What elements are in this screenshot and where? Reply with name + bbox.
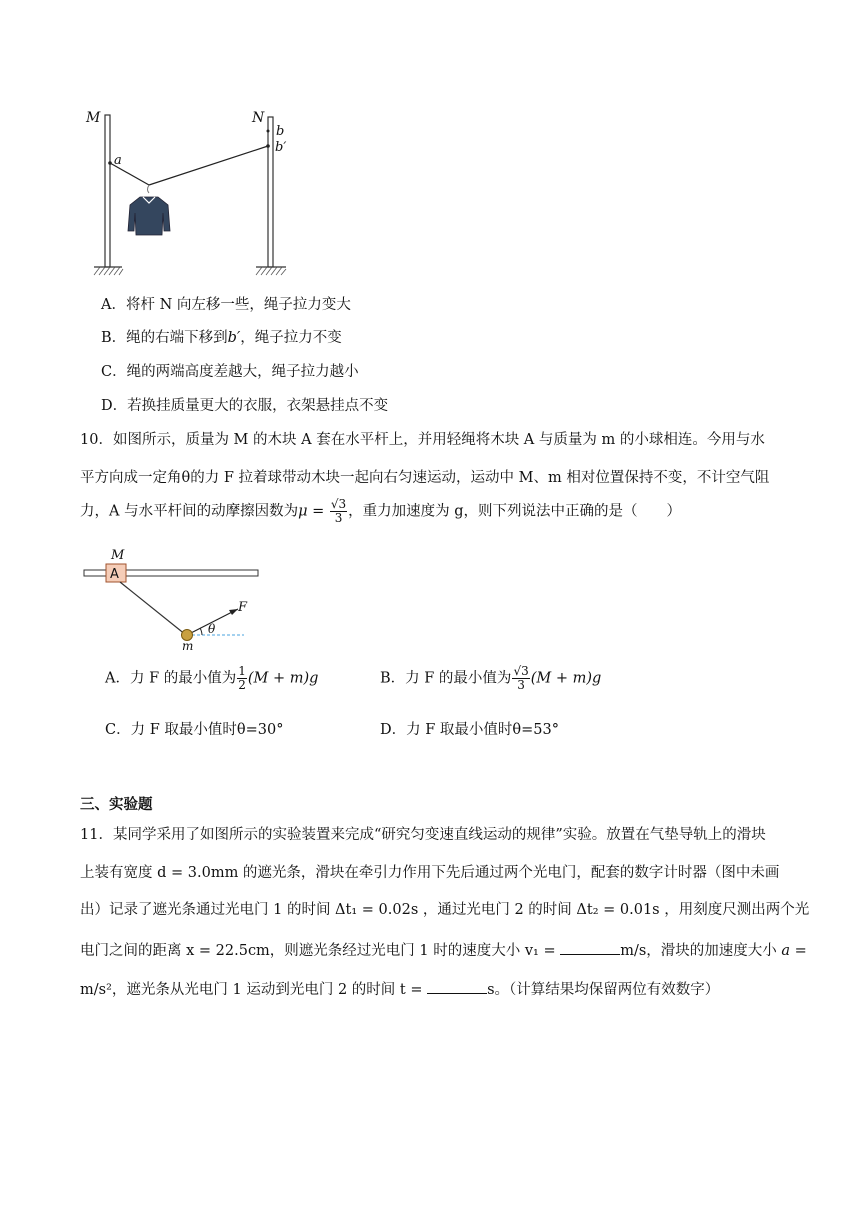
q10-option-a-den: 2	[238, 678, 246, 692]
q10-line3-post: ，重力加速度为 g，则下列说法中正确的是（ ）	[348, 503, 682, 520]
q9-option-a: A．将杆 N 向左移一些，绳子拉力变大	[101, 297, 351, 313]
q11-line5-text: m/s²，遮光条从光电门 1 运动到光电门 2 的时间 t =	[80, 982, 423, 998]
q10-option-b-fraction	[512, 665, 529, 692]
label-n: N	[252, 110, 265, 126]
q10-option-b	[380, 665, 601, 692]
q11-line3: 出）记录了遮光条通过光电门 1 的时间 Δt₁ = 0.02s ，通过光电门 2 的时间 Δt₂ = 0.01s ，用刻度尺测出两个光	[80, 902, 810, 918]
q11-line4	[80, 939, 807, 960]
label-block-a: A	[110, 567, 119, 582]
answer-blank-v1[interactable]	[560, 940, 620, 955]
q11-a-var: a =	[781, 943, 807, 959]
q10-line1: 10．如图所示，质量为 M 的木块 A 套在水平杆上，并用轻绳将木块 A 与质量为 m 的小球相连。今用与水	[80, 432, 765, 448]
label-small-m: m	[182, 639, 194, 652]
figure-block-ball	[80, 547, 270, 652]
q11-line1: 11．某同学采用了如图所示的实验装置来完成“研究匀变速直线运动的规律”实验。放置在气垫导轨上的滑块	[80, 827, 766, 843]
label-theta: θ	[208, 622, 216, 636]
q10-option-a-expr: (M + m)g	[247, 670, 319, 687]
q9-option-c: C．绳的两端高度差越大，绳子拉力越小	[101, 364, 359, 380]
q10-option-a-text: A．力 F 的最小值为	[105, 670, 237, 687]
label-big-m: M	[111, 548, 125, 563]
q11-line2: 上装有宽度 d = 3.0mm 的遮光条，滑块在牵引力作用下先后通过两个光电门，配套的数字计时器（图中未画	[80, 865, 780, 881]
q10-option-a-fraction	[237, 665, 247, 692]
q11-line4-text: 电门之间的距离 x = 22.5cm，则遮光条经过光电门 1 时的速度大小 v₁ =	[80, 943, 556, 959]
q11-line5	[80, 978, 719, 999]
label-b: b	[276, 124, 285, 139]
q11-line4-mid: m/s，滑块的加速度大小	[620, 943, 777, 959]
q10-mu-den: 3	[334, 511, 343, 525]
q10-mu-num: √3	[330, 497, 347, 511]
q10-line3	[80, 498, 681, 525]
q10-option-b-expr: (M + m)g	[530, 670, 602, 687]
section-heading: 三、实验题	[80, 797, 153, 813]
q10-option-d: D．力 F 取最小值时θ=53°	[380, 722, 559, 738]
label-bprime: b′	[275, 140, 287, 155]
q10-line2: 平方向成一定角θ的力 F 拉着球带动木块一起向右匀速运动，运动中 M、m 相对位置保持不变，不计空气阻	[80, 470, 770, 486]
figure-rope-poles	[80, 105, 310, 285]
label-f: F	[238, 600, 248, 615]
label-a: a	[114, 153, 122, 168]
q10-option-b-text: B．力 F 的最小值为	[380, 670, 512, 687]
q9-option-b-tail: ，绳子拉力不变	[240, 330, 342, 346]
q10-option-b-num: √3	[513, 664, 529, 678]
q10-mu-fraction	[330, 498, 347, 525]
label-m: M	[86, 110, 101, 126]
q11-line5-post: s。（计算结果均保留两位有效数字）	[487, 982, 720, 998]
q10-mu: μ =	[298, 503, 325, 520]
q9-option-b-var: b′	[227, 330, 241, 346]
q10-option-a	[105, 665, 318, 692]
q9-option-d: D．若换挂质量更大的衣服，衣架悬挂点不变	[101, 398, 389, 414]
q9-option-b	[101, 326, 342, 347]
q9-option-b-text: B．绳的右端下移到	[101, 330, 228, 346]
answer-blank-t[interactable]	[427, 979, 487, 994]
q10-line3-pre: 力，A 与水平杆间的动摩擦因数为	[80, 503, 299, 520]
q10-option-a-num: 1	[238, 664, 246, 678]
q10-option-c: C．力 F 取最小值时θ=30°	[105, 722, 284, 738]
q10-option-b-den: 3	[517, 678, 525, 692]
